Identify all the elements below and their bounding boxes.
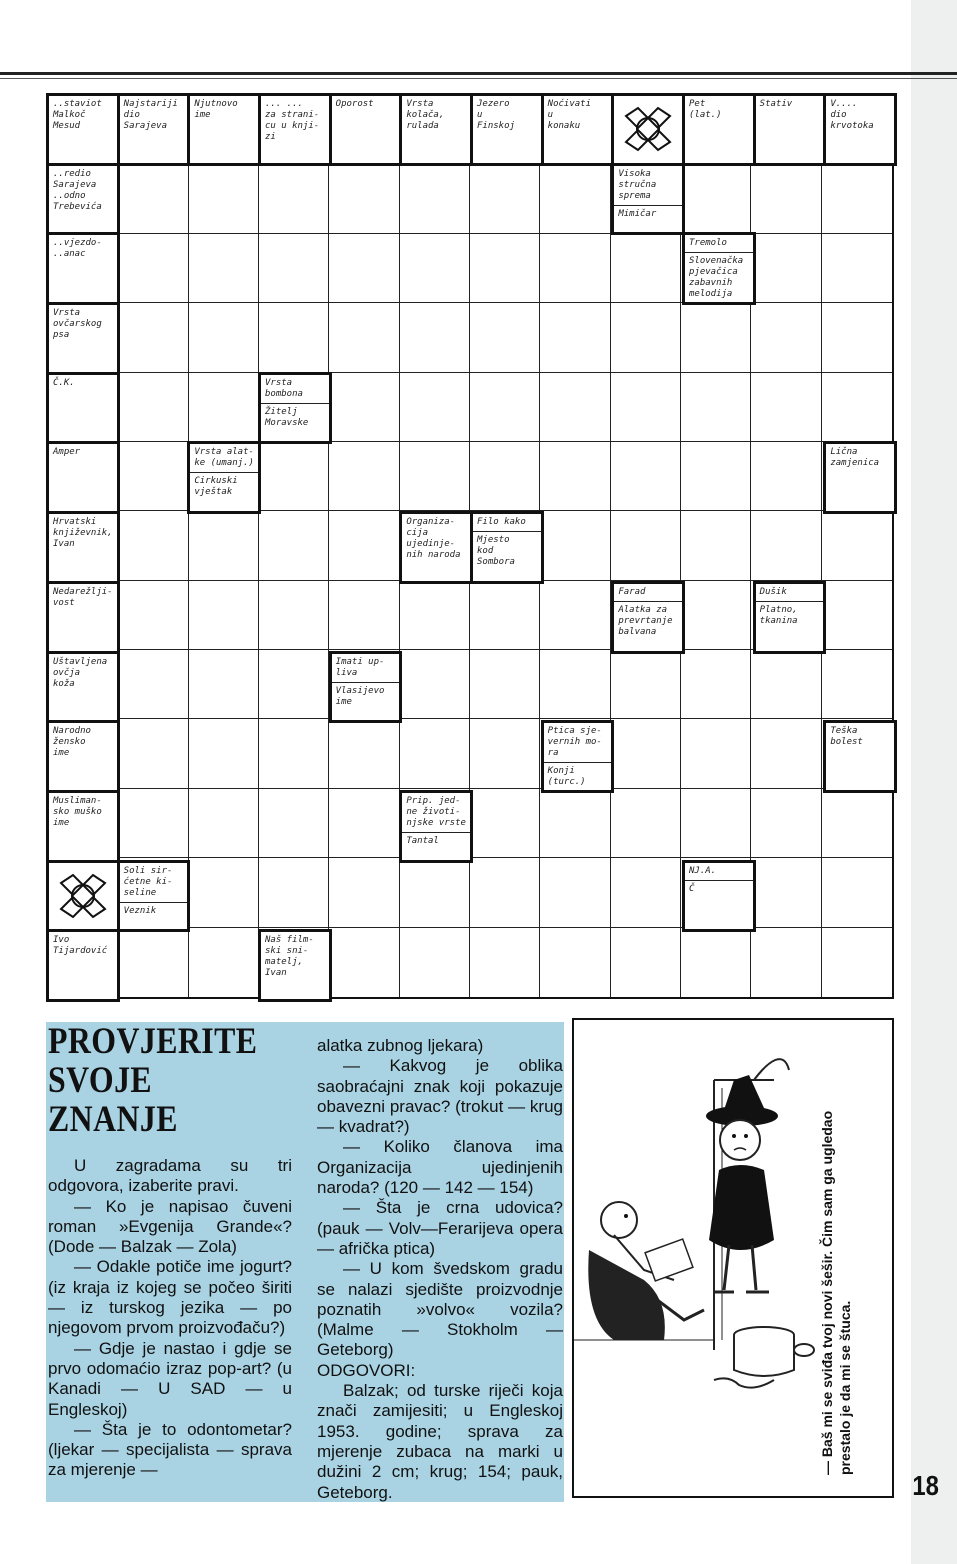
clue-text: Nedarežlji- vost bbox=[53, 586, 113, 608]
crossword-cell[interactable] bbox=[259, 234, 329, 303]
crossword-clue bbox=[753, 93, 827, 166]
crossword-cell[interactable] bbox=[329, 789, 399, 858]
crossword-cell[interactable] bbox=[400, 719, 470, 788]
crossword-cell[interactable] bbox=[259, 858, 329, 927]
crossword-clue bbox=[823, 720, 897, 793]
crossword-cell[interactable] bbox=[681, 928, 751, 997]
crossword-cell[interactable] bbox=[259, 789, 329, 858]
crossword-cell[interactable] bbox=[540, 303, 610, 372]
crossword-clue bbox=[329, 93, 403, 166]
crossword-cell[interactable] bbox=[751, 303, 821, 372]
clue-text: Jezero u Finskoj bbox=[477, 99, 515, 131]
crossword-clue bbox=[611, 163, 685, 236]
crossword-cell[interactable] bbox=[189, 858, 259, 927]
crossword-clue bbox=[46, 93, 120, 166]
crossword-cell[interactable] bbox=[611, 719, 681, 788]
crossword-cell[interactable] bbox=[400, 373, 470, 442]
quiz-title-line: PROVJERITE bbox=[48, 1021, 258, 1062]
quiz-paragraph: U zagradama su tri odgovora, izaberite pravi. bbox=[48, 1156, 292, 1196]
crossword-cell[interactable] bbox=[189, 581, 259, 650]
crossword-cell[interactable] bbox=[751, 511, 821, 580]
crossword-cell[interactable] bbox=[751, 650, 821, 719]
crossword-clue bbox=[117, 93, 191, 166]
crossword-cell[interactable] bbox=[611, 234, 681, 303]
crossword-clue bbox=[329, 651, 403, 724]
crossword-cell[interactable] bbox=[118, 303, 188, 372]
clue-text: ..vjezdo- ..anac bbox=[53, 238, 102, 260]
clue-text: Oporost bbox=[335, 99, 374, 109]
crossword-cell[interactable] bbox=[751, 719, 821, 788]
clue-text: NJ.A. bbox=[689, 865, 717, 876]
crossword-cell[interactable] bbox=[329, 303, 399, 372]
answers-text: Balzak; od turske riječi koja znači zamijesiti; u Engleskoj 1953. godine; sprava za mjerenje zubaca na marki u dužini 2 cm; krug; 154; pauk, Geteborg. bbox=[317, 1381, 563, 1502]
crossword-cell[interactable] bbox=[751, 858, 821, 927]
crossword-cell[interactable] bbox=[259, 719, 329, 788]
crossword-clue bbox=[258, 372, 332, 445]
crossword-cell[interactable] bbox=[329, 858, 399, 927]
crossword-cell[interactable] bbox=[189, 650, 259, 719]
crossword-cell[interactable] bbox=[189, 234, 259, 303]
clue-text: Veznik bbox=[120, 902, 188, 920]
crossword-cell[interactable] bbox=[400, 234, 470, 303]
clue-text: Žitelj Moravske bbox=[261, 403, 329, 432]
crossword-cell[interactable] bbox=[751, 373, 821, 442]
crossword-cell[interactable] bbox=[118, 928, 188, 997]
crossword-cell[interactable] bbox=[822, 164, 892, 233]
crossword-cell[interactable] bbox=[681, 303, 751, 372]
clue-text: Vrsta bombona bbox=[265, 377, 303, 399]
quiz-title-line: ZNANJE bbox=[48, 1099, 178, 1140]
clue-text: Uštavljena ovčja koža bbox=[53, 656, 108, 689]
clue-text: Najstariji dio Sarajeva bbox=[123, 99, 178, 131]
crossword-clue bbox=[470, 93, 544, 166]
clue-text: Visoka stručna sprema bbox=[618, 168, 657, 201]
clue-text: Prip. jed- ne životi- njske vrste bbox=[406, 795, 466, 828]
crossword-clue bbox=[541, 93, 615, 166]
crossword-cell[interactable] bbox=[822, 234, 892, 303]
crossword-clue bbox=[187, 93, 261, 166]
crossword-clue bbox=[46, 441, 120, 514]
crossword-cell[interactable] bbox=[400, 928, 470, 997]
crossword-cell[interactable] bbox=[611, 303, 681, 372]
clue-text: Vrsta alat- ke (umanj.) bbox=[194, 447, 254, 469]
crossword-clue bbox=[682, 860, 756, 933]
clue-text: Č.K. bbox=[53, 377, 75, 388]
crossword-cell[interactable] bbox=[681, 581, 751, 650]
crossword-cell[interactable] bbox=[540, 442, 610, 511]
crossword-cell[interactable] bbox=[540, 581, 610, 650]
crossword-cell[interactable] bbox=[611, 373, 681, 442]
clue-text: V.... dio krvotoka bbox=[830, 99, 874, 131]
crossword-clue bbox=[611, 581, 685, 654]
crossword-cell[interactable] bbox=[189, 373, 259, 442]
crossword-cell[interactable] bbox=[751, 164, 821, 233]
clue-text: Teška bolest bbox=[830, 726, 863, 748]
crossword-cell[interactable] bbox=[189, 511, 259, 580]
crossword-cell[interactable] bbox=[470, 650, 540, 719]
crossword-clue bbox=[682, 232, 756, 305]
crossword-cell[interactable] bbox=[540, 373, 610, 442]
crossword-cell[interactable] bbox=[611, 650, 681, 719]
crossword-cell[interactable] bbox=[118, 789, 188, 858]
crossword-cell[interactable] bbox=[329, 442, 399, 511]
clue-text: Cirkuski vještak bbox=[190, 472, 258, 501]
crossword-cell[interactable] bbox=[470, 928, 540, 997]
crossword-cell[interactable] bbox=[259, 303, 329, 372]
clue-text: Mimičar bbox=[614, 205, 682, 223]
crossword-cell[interactable] bbox=[189, 789, 259, 858]
crossword-cell[interactable] bbox=[470, 373, 540, 442]
crossword-cell[interactable] bbox=[822, 511, 892, 580]
crossword-cell[interactable] bbox=[118, 650, 188, 719]
crossword-cell[interactable] bbox=[189, 303, 259, 372]
crossword-cell[interactable] bbox=[540, 858, 610, 927]
clue-text: Amper bbox=[53, 447, 81, 458]
clue-text: Filo kako bbox=[477, 517, 526, 528]
quiz-title-line: SVOJE bbox=[48, 1060, 153, 1101]
crossword-cell[interactable] bbox=[329, 373, 399, 442]
clue-text: ... ... za strani- cu u knji- zi bbox=[265, 99, 320, 142]
answers-heading: ODGOVORI: bbox=[317, 1360, 416, 1380]
clue-text: ..staviot Malkoč Mesud bbox=[53, 99, 102, 131]
crossword-cell[interactable] bbox=[681, 719, 751, 788]
crossword-cell[interactable] bbox=[611, 858, 681, 927]
crossword-cell[interactable] bbox=[189, 164, 259, 233]
clue-text: Slovenačka pjevačica zabavnih melodija bbox=[685, 252, 753, 303]
clue-text: Alatka za prevrtanje balvana bbox=[614, 601, 682, 641]
top-rule-thin bbox=[0, 78, 957, 79]
crossword-cell[interactable] bbox=[329, 719, 399, 788]
quiz-paragraph: — Šta je to odontometar? (ljekar — specijalista — sprava za mjerenje — bbox=[48, 1419, 292, 1480]
clue-text: Narodno žensko ime bbox=[53, 726, 91, 759]
crossword-cell[interactable] bbox=[470, 581, 540, 650]
clue-text: Konji (turc.) bbox=[544, 762, 612, 791]
clue-text: Vrsta kolača, rulada bbox=[406, 99, 445, 131]
quiz-paragraph: — Šta je crna udovica? (pauk — Volv—Ferarijeva opera — afrička ptica) bbox=[317, 1198, 563, 1258]
crossword-clue bbox=[46, 651, 120, 724]
crossword-cell[interactable] bbox=[611, 789, 681, 858]
crossword-cell[interactable] bbox=[470, 164, 540, 233]
crossword-cell[interactable] bbox=[400, 650, 470, 719]
clue-text: Hrvatski književnik, Ivan bbox=[53, 517, 113, 550]
quiz-paragraph: — U kom švedskom gradu se nalazi sjedište proizvodnje poznatih »volvo« vozila? (Malme — Stokholm — Geteborg) bbox=[317, 1259, 563, 1360]
crossword-cell[interactable] bbox=[470, 858, 540, 927]
crossword-cell[interactable] bbox=[259, 511, 329, 580]
clue-text: Platno, tkanina bbox=[756, 601, 824, 630]
crossword-cell[interactable] bbox=[470, 234, 540, 303]
crossword-cell[interactable] bbox=[681, 164, 751, 233]
crossword-cell[interactable] bbox=[540, 650, 610, 719]
crossword-cell[interactable] bbox=[681, 373, 751, 442]
quiz-paragraph: — Ko je napisao čuveni roman »Evgenija Grande«? (Dode — Balzak — Zola) bbox=[48, 1196, 292, 1257]
crossword-cell[interactable] bbox=[470, 303, 540, 372]
clue-text: Farad bbox=[618, 586, 646, 597]
page-edge bbox=[911, 0, 957, 1564]
quiz-paragraph: — Odakle potiče ime jogurt? (iz kraja iz kojeg se počeo širiti — iz turskog jezika — po njegovom prvom proizvođaču?) bbox=[48, 1257, 292, 1338]
crossword-cell[interactable] bbox=[681, 511, 751, 580]
crossword-clue bbox=[117, 860, 191, 933]
crossword-cell[interactable] bbox=[329, 581, 399, 650]
crossword-clue bbox=[823, 93, 897, 166]
clue-text: Tantal bbox=[402, 832, 470, 850]
crossword-cell[interactable] bbox=[329, 928, 399, 997]
clue-text: Lična zamjenica bbox=[830, 447, 880, 469]
crossword-cell[interactable] bbox=[822, 581, 892, 650]
crossword-cell[interactable] bbox=[118, 442, 188, 511]
crossword-cell[interactable] bbox=[681, 650, 751, 719]
clue-text: Soli sir- ćetne ki- seline bbox=[123, 865, 173, 898]
crossword-clue bbox=[46, 511, 120, 584]
crossword-cell[interactable] bbox=[189, 719, 259, 788]
crossword-cell[interactable] bbox=[470, 789, 540, 858]
ornament-icon bbox=[611, 93, 685, 166]
crossword-cell[interactable] bbox=[470, 442, 540, 511]
crossword-cell[interactable] bbox=[751, 234, 821, 303]
crossword-cell[interactable] bbox=[118, 511, 188, 580]
clue-text: Stativ bbox=[759, 99, 793, 109]
crossword-clue bbox=[46, 163, 120, 236]
clue-text: Dušik bbox=[759, 586, 787, 597]
clue-text: ..redio Sarajeva ..odno Trebevića bbox=[53, 168, 102, 212]
crossword-clue bbox=[399, 511, 473, 584]
crossword-cell[interactable] bbox=[329, 164, 399, 233]
crossword-clue bbox=[258, 929, 332, 1002]
crossword-clue bbox=[46, 232, 120, 305]
crossword-clue bbox=[258, 93, 332, 166]
clue-text: Njutnovo ime bbox=[194, 99, 238, 120]
quiz-paragraph: — Gdje je nastao i gdje se prvo odomaćio izraz pop-art? (u Kanadi — U SAD — u Engleskoj) bbox=[48, 1338, 292, 1419]
crossword-clue bbox=[46, 929, 120, 1002]
clue-text: Vrsta ovčarskog psa bbox=[53, 308, 102, 341]
crossword-cell[interactable] bbox=[259, 442, 329, 511]
crossword-clue bbox=[399, 93, 473, 166]
crossword-cell[interactable] bbox=[470, 719, 540, 788]
clue-text: Musliman- sko muško ime bbox=[53, 795, 102, 828]
clue-text: Ivo Tijardović bbox=[53, 935, 108, 957]
crossword-cell[interactable] bbox=[400, 303, 470, 372]
clue-text: Tremolo bbox=[689, 238, 727, 249]
crossword-cell[interactable] bbox=[400, 442, 470, 511]
crossword-clue bbox=[46, 581, 120, 654]
quiz-paragraph: — Kakvog je oblika saobraćajni znak koji pokazuje obavezni pravac? (trokut — krug — kvadrat?) bbox=[317, 1056, 563, 1137]
clue-text: Noćivati u konaku bbox=[547, 99, 592, 131]
crossword-cell[interactable] bbox=[400, 164, 470, 233]
crossword-cell[interactable] bbox=[540, 789, 610, 858]
crossword-clue bbox=[46, 720, 120, 793]
page-number: 18 bbox=[912, 1470, 939, 1501]
crossword-clue bbox=[187, 441, 261, 514]
crossword-cell[interactable] bbox=[400, 581, 470, 650]
crossword-cell[interactable] bbox=[189, 928, 259, 997]
quiz-paragraph: alatka zubnog ljekara) bbox=[317, 1036, 484, 1055]
top-rule bbox=[0, 72, 957, 75]
crossword-cell[interactable] bbox=[259, 581, 329, 650]
crossword-clue bbox=[470, 511, 544, 584]
crossword-cell[interactable] bbox=[822, 373, 892, 442]
crossword-cell[interactable] bbox=[751, 442, 821, 511]
crossword-cell[interactable] bbox=[822, 303, 892, 372]
quiz-paragraph: — Koliko članova ima Organizacija ujedinjenih naroda? (120 — 142 — 154) bbox=[317, 1137, 563, 1198]
clue-text: Ptica sje- vernih mo- ra bbox=[547, 726, 602, 759]
crossword-cell[interactable] bbox=[118, 164, 188, 233]
clue-text: Pet (lat.) bbox=[689, 99, 722, 120]
crossword-cell[interactable] bbox=[751, 928, 821, 997]
crossword-cell[interactable] bbox=[118, 581, 188, 650]
crossword-clue bbox=[823, 441, 897, 514]
cartoon-caption-text: — Baš mi se sviđa tvoj novi šešir. Čim sam ga ugledao prestalo je da mi se štuca. bbox=[819, 1110, 853, 1475]
quiz-right-column bbox=[317, 1036, 563, 1503]
crossword-cell[interactable] bbox=[611, 442, 681, 511]
clue-text: Naš film- ski sni- matelj, Ivan bbox=[265, 935, 314, 979]
crossword-clue bbox=[46, 790, 120, 863]
clue-text: Mjesto kod Sombora bbox=[473, 531, 541, 571]
crossword-clue bbox=[46, 302, 120, 375]
crossword-cell[interactable] bbox=[540, 164, 610, 233]
clue-text: Vlasijevo ime bbox=[332, 682, 400, 711]
clue-text: Č bbox=[685, 880, 753, 898]
crossword-clue bbox=[753, 581, 827, 654]
crossword-cell[interactable] bbox=[611, 928, 681, 997]
quiz-title bbox=[48, 1022, 272, 1139]
ornament-icon bbox=[46, 860, 120, 933]
crossword-clue bbox=[399, 790, 473, 863]
crossword-cell[interactable] bbox=[540, 928, 610, 997]
crossword-cell[interactable] bbox=[400, 858, 470, 927]
crossword-cell[interactable] bbox=[540, 234, 610, 303]
crossword-clue bbox=[541, 720, 615, 793]
crossword-cell[interactable] bbox=[329, 234, 399, 303]
crossword-cell[interactable] bbox=[118, 719, 188, 788]
crossword-clue bbox=[46, 372, 120, 445]
clue-text: Imati up- liva bbox=[335, 656, 385, 678]
crossword-cell[interactable] bbox=[681, 789, 751, 858]
crossword-cell[interactable] bbox=[611, 511, 681, 580]
crossword-cell[interactable] bbox=[259, 650, 329, 719]
crossword-cell[interactable] bbox=[259, 164, 329, 233]
crossword-clue bbox=[682, 93, 756, 166]
crossword-cell[interactable] bbox=[751, 789, 821, 858]
crossword-cell[interactable] bbox=[118, 373, 188, 442]
clue-text: Organiza- cija ujedinje- nih naroda bbox=[406, 517, 461, 561]
crossword-cell[interactable] bbox=[329, 511, 399, 580]
crossword-cell[interactable] bbox=[540, 511, 610, 580]
crossword-cell[interactable] bbox=[118, 234, 188, 303]
crossword-cell[interactable] bbox=[681, 442, 751, 511]
quiz-left-column bbox=[48, 1156, 292, 1481]
